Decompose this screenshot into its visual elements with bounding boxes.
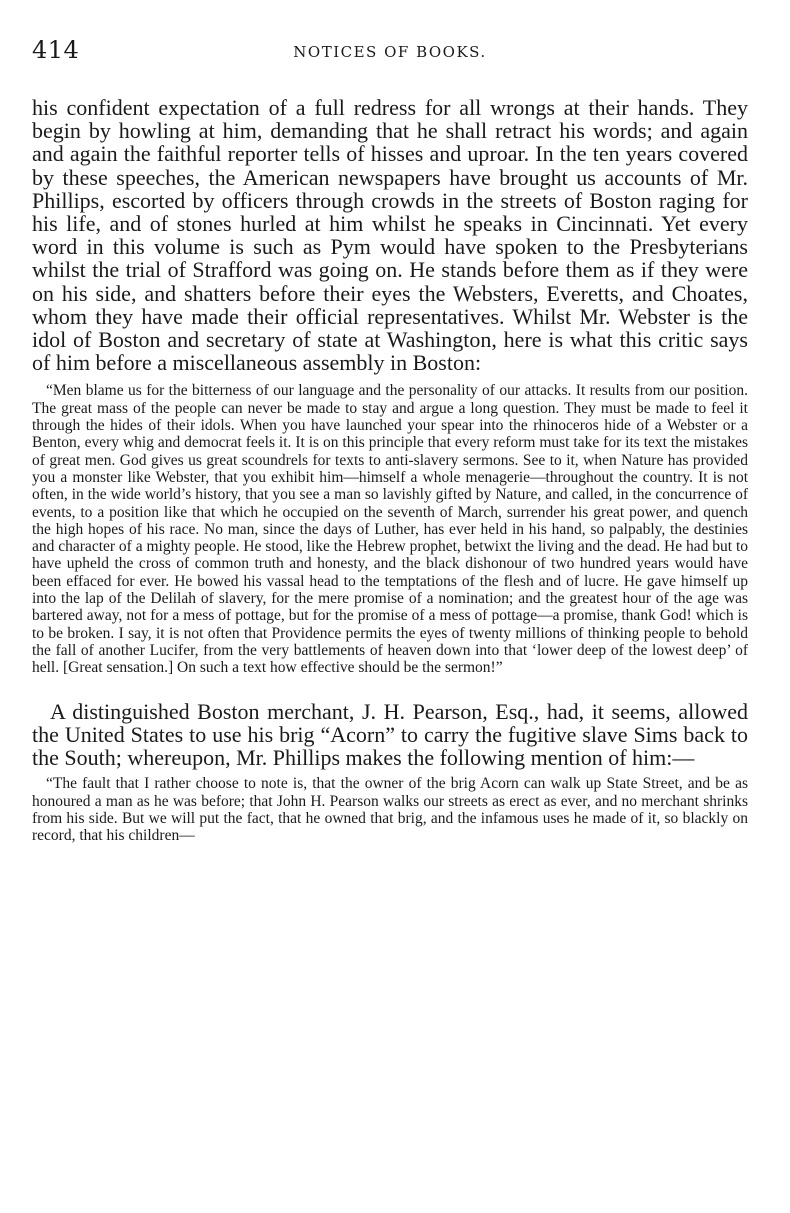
intro-paragraph: his confident expectation of a full redress for all wrongs at their hands. They begin by howling at him, demanding that he shall retract his words; and again and again the faithful reporter tells of hisses and uproar. In the ten years covered by these speeches, the American newspapers have brought us accounts of Mr. Phillips, escorted by officers through crowds in the streets of Boston raging for his life, and of stones hurled at him whilst he speaks in Cincinnati. Yet every word in this volume is such as Pym would have spoken to the Presbyterians whilst the trial of Strafford was going on. He stands before them as if they were on his side, and shatters before their eyes the Websters, Everetts, and Choates, whom they have made their official representatives. Whilst Mr. Webster is the idol of Boston and secretary of state at Washington, here is what this critic says of him before a miscellaneous assembly in Boston: (32, 95, 748, 376)
webster-quotation: “Men blame us for the bitterness of our language and the personality of our attacks. It results from our position. The great mass of the people can never be made to stay and argue a long question. They must be made to feel it through the hides of their idols. When you have launched your spear into the rhinoceros hide of a Webster or a Benton, every whig and democrat feels it. It is on this principle that every reform must take for its text the mistakes of great men. God gives us great scoundrels for texts to anti-slavery sermons. See to it, when Nature has provided you a monster like Webster, that you exhibit him—himself a whole menagerie—throughout the country. It is not often, in the wide world’s history, that you see a man so lavishly gifted by Nature, and called, in the concurrence of events, to a position like that which he occupied on the seventh of March, surrender his great power, and quench the high hopes of his race. No man, since the days of Luther, has ever held in his hand, so palpably, the destinies and character of a mighty people. He stood, like the Hebrew prophet, betwixt the living and the dead. He had but to have upheld the cross of common truth and honesty, and the black dishonour of two hundred years would have been effaced for ever. He bowed his vassal head to the temptations of the flesh and of lucre. He gave himself up into the lap of the Delilah of slavery, for the mere promise of a nomination; and the greatest hour of the age was bartered away, not for a mess of pottage, but for the promise of a mess of pottage—a promise, thank God! which is to be broken. I say, it is not often that Providence permits the eyes of twenty millions of thinking people to behold the fall of another Lucifer, from the very battlements of heaven down into that ‘lower deep of the lowest deep’ of hell. [Great sensation.] On such a text how effective should be the sermon!” (32, 382, 748, 677)
page-number: 414 (32, 36, 80, 64)
pearson-quotation: “The fault that I rather choose to note is, that the owner of the brig Acorn can walk up State Street, and be as honoured a man as he was before; that John H. Pearson walks our streets as erect as ever, and no merchant shrinks from his side. But we will put the fact, that he owned that brig, and the infamous uses he made of it, so blackly on record, that his children— (32, 775, 748, 845)
book-page (32, 34, 748, 845)
pearson-paragraph: A distinguished Boston merchant, J. H. Pearson, Esq., had, it seems, allowed the United States to use his brig “Acorn” to carry the fugitive slave Sims back to the South; whereupon, Mr. Phillips makes the following mention of him:— (32, 699, 748, 771)
running-head (32, 34, 748, 68)
running-title: NOTICES OF BOOKS. (293, 43, 487, 61)
